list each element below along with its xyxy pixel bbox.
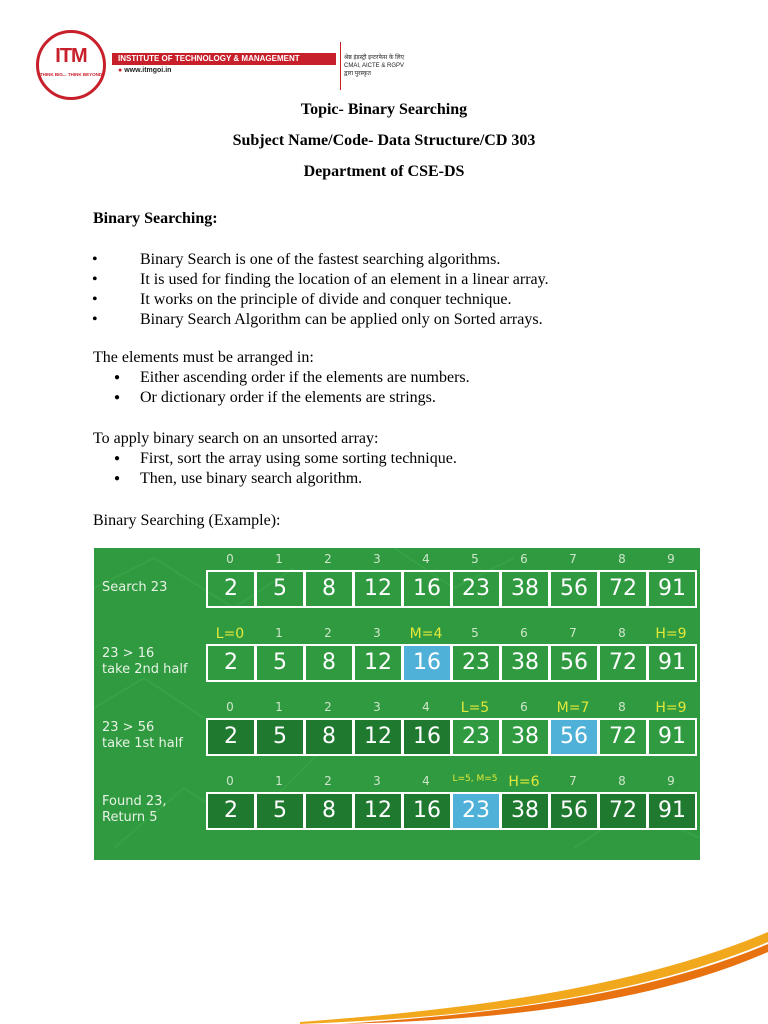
array-index: 9: [667, 552, 675, 566]
subject-title: Subject Name/Code- Data Structure/CD 303: [232, 132, 536, 149]
list-item: ● Or dictionary order if the elements are strings.: [93, 388, 470, 408]
array-cell: 91: [647, 570, 697, 608]
array-index: 0: [226, 552, 234, 566]
array-index: 5: [471, 552, 479, 566]
section-heading: Binary Searching:: [93, 210, 218, 227]
logo-abbr: ITM: [55, 45, 87, 67]
topic-title: Topic- Binary Searching: [300, 101, 468, 118]
list-item: ● Either ascending order if the elements are numbers.: [93, 368, 470, 388]
array-cell: 12: [353, 792, 403, 830]
array-index: 8: [618, 552, 626, 566]
array-index: M=4: [409, 626, 443, 642]
example-heading: Binary Searching (Example):: [93, 512, 281, 529]
array-index: 8: [618, 774, 626, 788]
array-cell: 38: [500, 718, 550, 756]
array-cell: 8: [304, 792, 354, 830]
array-index: 4: [422, 774, 430, 788]
header-divider: [340, 42, 341, 90]
array-index: 6: [520, 700, 528, 714]
array-cell: 38: [500, 792, 550, 830]
row-label-line-2: Return 5: [102, 810, 158, 825]
array-index: 0: [226, 700, 234, 714]
array-index: 5: [471, 626, 479, 640]
website: [118, 67, 171, 74]
logo-tagline: THINK BIG... THINK BEYOND: [39, 72, 103, 77]
array-index: 3: [373, 700, 381, 714]
row-label: [102, 794, 167, 826]
award-line-1: श्रेष्ठ इंडस्ट्री इन्टरफेस के लिए: [344, 55, 405, 61]
array-cell: 16: [402, 718, 452, 756]
array-cell: 91: [647, 644, 697, 682]
array-cell: 38: [500, 644, 550, 682]
array-cell: 23: [451, 792, 501, 830]
array-index: 3: [373, 774, 381, 788]
array-index: 1: [275, 700, 283, 714]
array-index: 0: [226, 774, 234, 788]
list-item: ● Then, use binary search algorithm.: [93, 469, 457, 489]
array-index: L=5, M=5: [452, 774, 498, 784]
list-item: • Binary Search Algorithm can be applied only on Sorted arrays.: [93, 310, 549, 330]
array-cell: 12: [353, 644, 403, 682]
array-index: 3: [373, 552, 381, 566]
array-index: 2: [324, 552, 332, 566]
row-label: [102, 720, 183, 752]
row-label-line-1: Found 23,: [102, 794, 167, 809]
array-index: M=7: [556, 700, 590, 716]
row-label-line-1: 23 > 56: [102, 720, 155, 735]
row-label-line-1: 23 > 16: [102, 646, 155, 661]
array-index: 7: [569, 552, 577, 566]
array-cell: 8: [304, 570, 354, 608]
array-cell: 72: [598, 644, 648, 682]
array-cell: 23: [451, 570, 501, 608]
array-cell: 38: [500, 570, 550, 608]
array-index: 8: [618, 700, 626, 714]
array-index: 7: [569, 774, 577, 788]
globe-icon: ●: [118, 67, 123, 74]
department-title: Department of CSE-DS: [303, 163, 465, 180]
list-item: • It is used for finding the location of an element in a linear array.: [93, 270, 549, 290]
array-index: L=5: [460, 700, 490, 716]
array-cell: 91: [647, 718, 697, 756]
array-index: 8: [618, 626, 626, 640]
row-label-line-1: Search 23: [102, 580, 168, 595]
row-label: [102, 646, 188, 678]
array-index: 4: [422, 552, 430, 566]
array-cell: 2: [206, 792, 256, 830]
arrangement-block: [93, 348, 470, 408]
list-item: • Binary Search is one of the fastest searching algorithms.: [93, 250, 549, 270]
arrangement-lead: The elements must be arranged in:: [93, 349, 314, 366]
institute-header: [36, 30, 405, 106]
footer-swoosh: [300, 930, 768, 1024]
array-index: 6: [520, 626, 528, 640]
array-index: 1: [275, 774, 283, 788]
array-cell: 2: [206, 718, 256, 756]
row-label-line-2: take 2nd half: [102, 662, 188, 677]
array-index: L=0: [215, 626, 245, 642]
array-index: 2: [324, 774, 332, 788]
array-index: 2: [324, 626, 332, 640]
array-cell: 56: [549, 644, 599, 682]
array-index: 7: [569, 626, 577, 640]
itm-logo: [36, 30, 106, 100]
array-cell: 72: [598, 570, 648, 608]
intro-bullet-list: [93, 250, 549, 330]
array-cell: 72: [598, 718, 648, 756]
unsorted-lead: To apply binary search on an unsorted array:: [93, 430, 379, 447]
award-line-3: द्वारा पुरस्कृत: [344, 71, 371, 77]
array-cell: 91: [647, 792, 697, 830]
list-item: ● First, sort the array using some sorting technique.: [93, 449, 457, 469]
institute-name: INSTITUTE OF TECHNOLOGY & MANAGEMENT: [112, 53, 336, 65]
list-item: • It works on the principle of divide and conquer technique.: [93, 290, 549, 310]
row-label: [102, 580, 167, 596]
array-index: 1: [275, 552, 283, 566]
array-cell: 56: [549, 718, 599, 756]
array-cell: 2: [206, 644, 256, 682]
unsorted-block: [93, 429, 457, 489]
array-cell: 56: [549, 792, 599, 830]
award-line-2: CMAI, AICTE & RGPV: [344, 63, 405, 69]
array-index: 1: [275, 626, 283, 640]
array-cell: 8: [304, 644, 354, 682]
array-cell: 72: [598, 792, 648, 830]
array-index: 9: [667, 774, 675, 788]
array-index: H=6: [508, 774, 540, 790]
array-cell: 12: [353, 718, 403, 756]
array-index: 2: [324, 700, 332, 714]
array-cell: 5: [255, 644, 305, 682]
array-cell: 5: [255, 570, 305, 608]
array-cell: 8: [304, 718, 354, 756]
website-text: www.itmgoi.in: [124, 67, 172, 74]
award-text: [344, 54, 404, 78]
binary-search-figure: [94, 548, 700, 860]
array-cell: 16: [402, 792, 452, 830]
array-cell: 5: [255, 792, 305, 830]
array-index: 6: [520, 552, 528, 566]
array-index: H=9: [655, 700, 687, 716]
array-cell: 23: [451, 718, 501, 756]
array-cell: 23: [451, 644, 501, 682]
array-cell: 16: [402, 644, 452, 682]
array-index: H=9: [655, 626, 687, 642]
array-cell: 5: [255, 718, 305, 756]
array-cell: 56: [549, 570, 599, 608]
array-cell: 16: [402, 570, 452, 608]
row-label-line-2: take 1st half: [102, 736, 183, 751]
array-cell: 12: [353, 570, 403, 608]
array-index: 3: [373, 626, 381, 640]
array-index: 4: [422, 700, 430, 714]
array-cell: 2: [206, 570, 256, 608]
